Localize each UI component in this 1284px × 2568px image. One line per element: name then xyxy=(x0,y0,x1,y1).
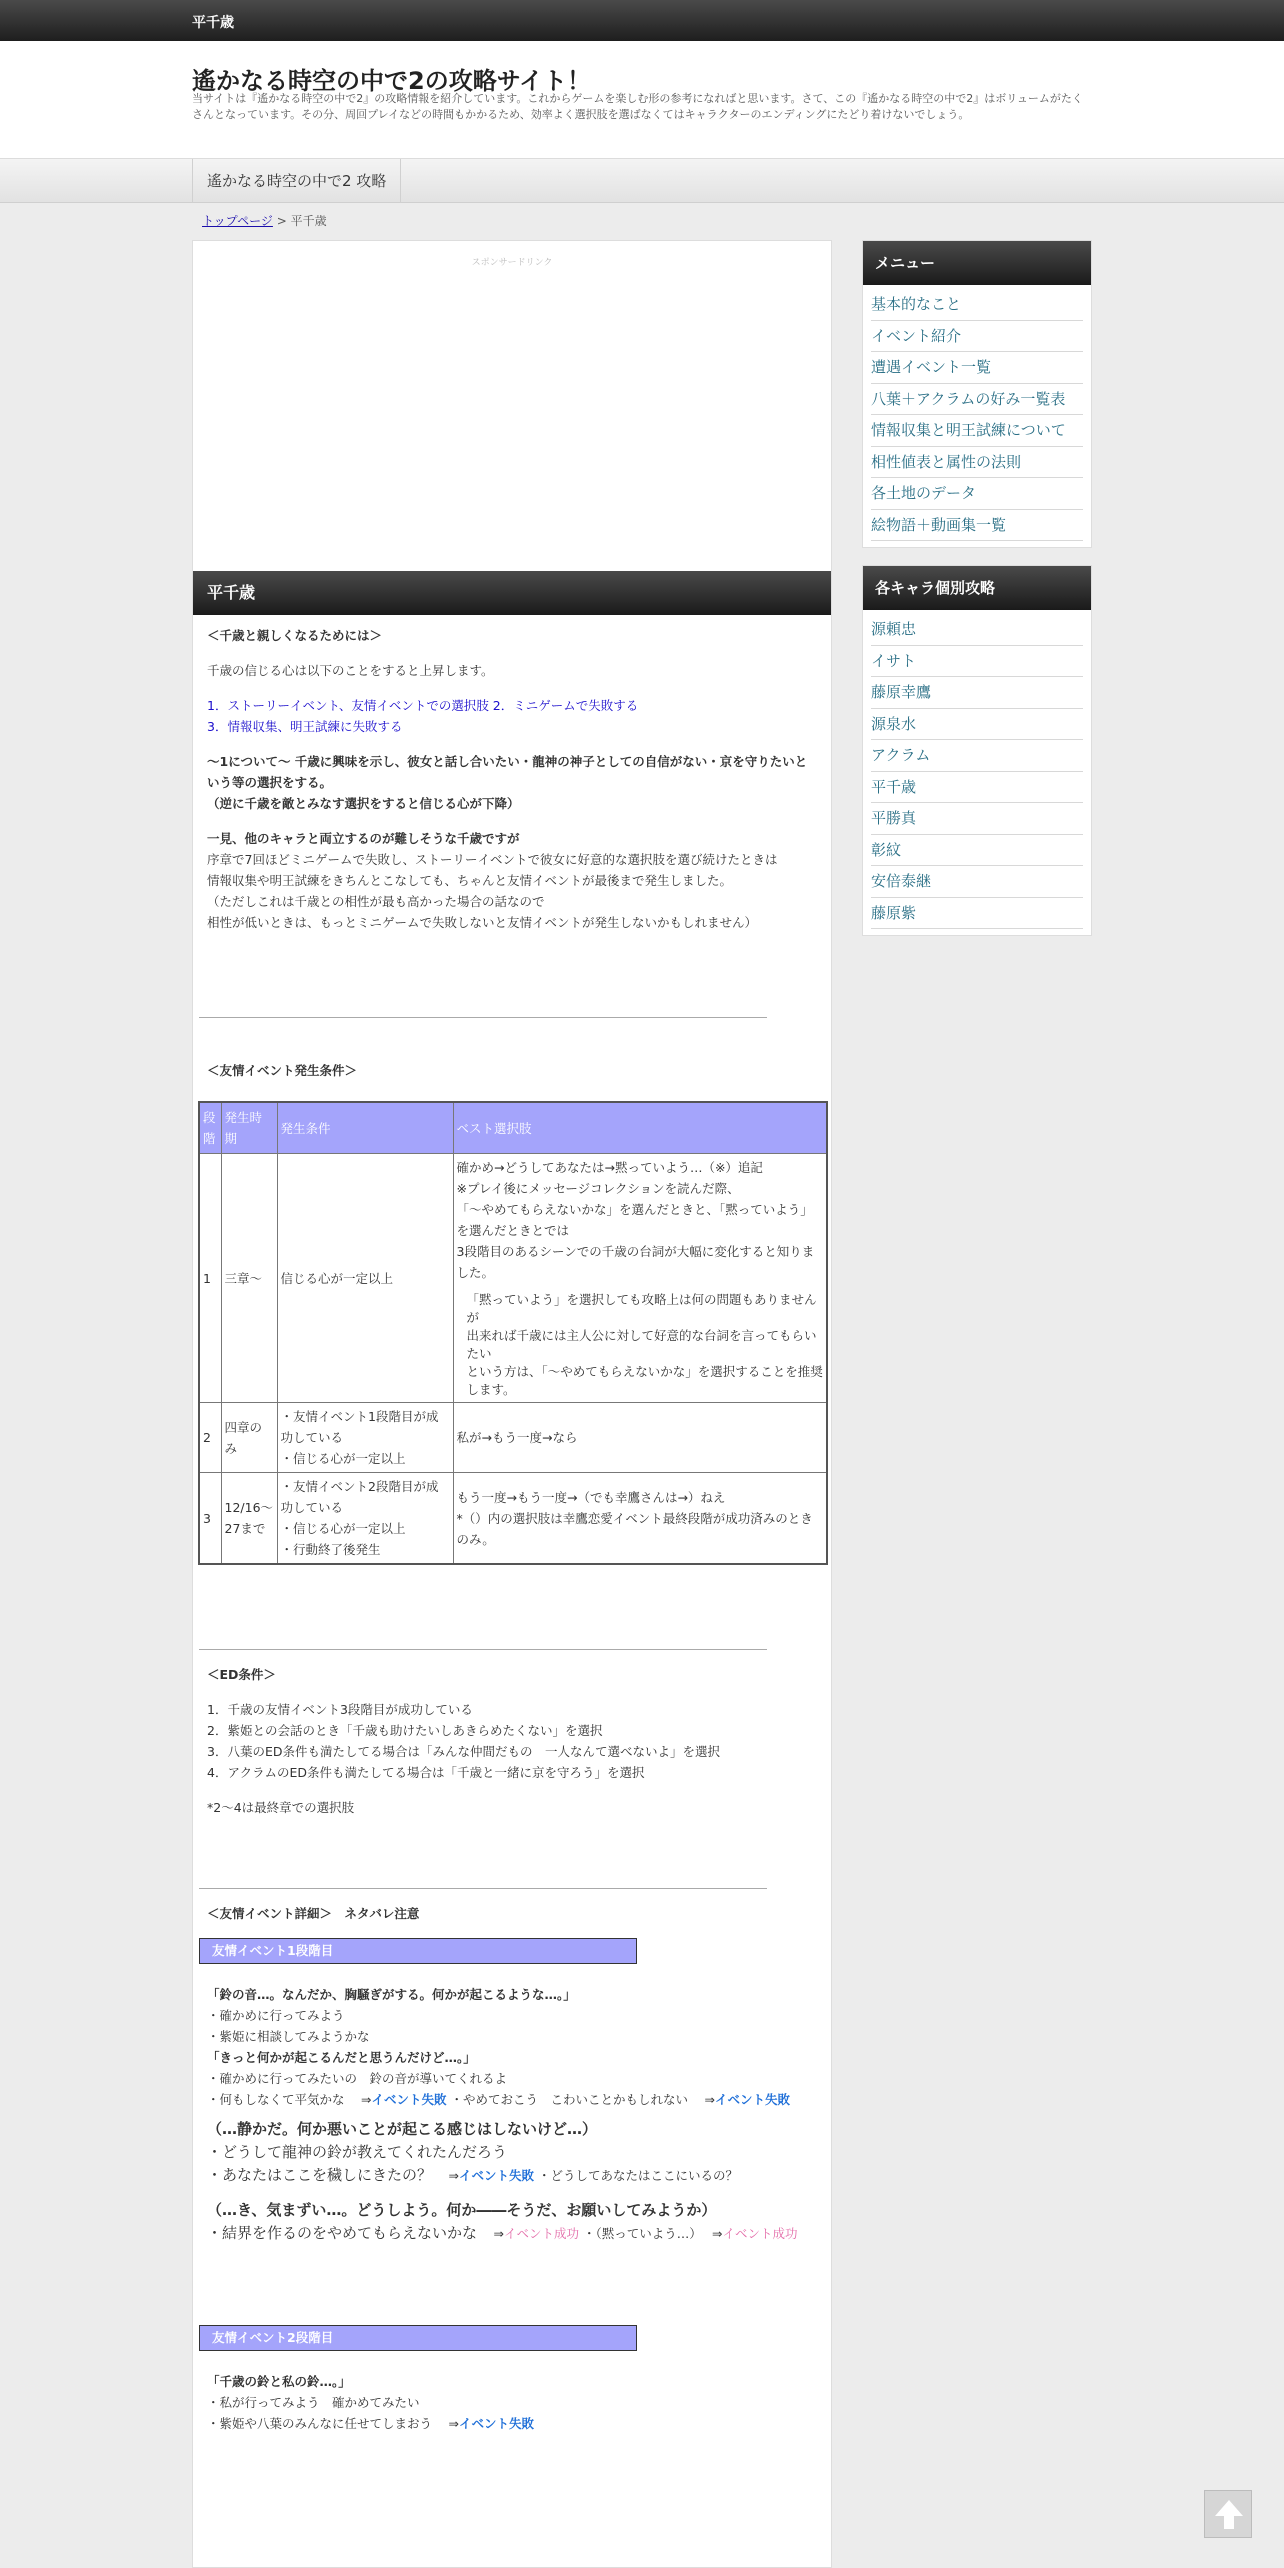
condition-line: ・信じる心が一定以上 xyxy=(280,1521,406,1536)
condition-line: ・友情イベント2段階目が成功している xyxy=(280,1479,439,1515)
stage1-quote: 「きっと何かが起こるんだと思うんだけど…。」 xyxy=(207,2050,476,2065)
stage1-option: ・やめておこう こわいことかもしれない xyxy=(450,2092,688,2107)
condition-line: ・行動終了後発生 xyxy=(280,1542,381,1557)
arrow-icon: ⇒ xyxy=(711,2226,723,2241)
arrow-up-icon xyxy=(1205,2491,1253,2539)
divider xyxy=(199,1017,767,1018)
sidebar-item-events[interactable]: イベント紹介 xyxy=(871,321,1083,353)
breadcrumb-current: 平千歳 xyxy=(290,214,327,228)
sidebar-item-gallery[interactable]: 絵物語＋動画集一覧 xyxy=(871,510,1083,542)
intro-heading: ＜千歳と親しくなるためには＞ xyxy=(207,628,383,643)
col-best-choice: ベスト選択肢 xyxy=(453,1102,827,1154)
best-line: 3段階目のあるシーンでの千歳の台詞が大幅に変化すると知りました。 xyxy=(456,1244,815,1280)
stage1-option: ・あなたはここを穢しにきたの？ xyxy=(207,2166,433,2184)
stage1-option: ・確かめに行ってみたいの 鈴の音が導いてくれるよ xyxy=(207,2071,508,2086)
stage1-quote: （…静かだ。何か悪いことが起こる感じはしないけど…） xyxy=(207,2120,598,2138)
stage2-bar: 友情イベント2段階目 xyxy=(199,2325,637,2351)
best-line: 確かめ→どうしてあなたは→黙っていよう…（※）追記 xyxy=(456,1160,763,1175)
cell-stage: 2 xyxy=(199,1403,221,1473)
event-success-label: イベント成功 xyxy=(722,2226,798,2241)
friendship-heading: ＜友情イベント発生条件＞ xyxy=(207,1063,358,1078)
note-line: 「黙っていよう」を選択しても攻略上は何の問題もありませんが xyxy=(466,1292,817,1325)
site-title[interactable]: 遙かなる時空の中で2の攻略サイト！ xyxy=(192,67,592,95)
stage1-quote: （…き、気まずい…。どうしよう。何か――そうだ、お願いしてみようか） xyxy=(207,2201,717,2219)
arrow-icon: ⇒ xyxy=(361,2092,372,2107)
divider xyxy=(199,1888,767,1889)
stage2-option: ・私が行ってみよう 確かめてみたい xyxy=(207,2395,420,2410)
note-line: という方は、「～やめてもらえないかな」を選択することを推奨します。 xyxy=(466,1364,823,1397)
sidebar-item-character[interactable]: 平勝真 xyxy=(871,803,1083,835)
cell-condition xyxy=(277,1473,453,1565)
event-fail-label: イベント失敗 xyxy=(371,2092,447,2107)
event-fail-label: イベント失敗 xyxy=(714,2092,790,2107)
breadcrumb-separator: > xyxy=(276,214,287,228)
intro-note-5: 情報収集や明王試練をきちんとこなしても、ちゃんと友情イベントが最後まで発生しました。 xyxy=(207,873,733,888)
cell-best-choice: 私が→もう一度→なら xyxy=(453,1403,827,1473)
stage1-option: ・結界を作るのをやめてもらえないかな xyxy=(207,2224,478,2242)
sidebar-item-character[interactable]: 彰紋 xyxy=(871,835,1083,867)
site-header xyxy=(0,41,1284,159)
intro-condition-1: 1．ストーリーイベント、友情イベントでの選択肢 2．ミニゲームで失敗する xyxy=(207,698,639,713)
site-description: 当サイトは『遙かなる時空の中で2』の攻略情報を紹介しています。これからゲームを楽しむ形の参考になればと思います。さて、この『遙かなる時空の中で2』はボリュームがたくさんとなっています。その分、周回プレイなどの時間もかかるため、効率よく選択肢を選ばなくてはキャラクターのエンディングにたどり着けないでしょう。 xyxy=(192,92,1083,121)
stage2-quote: 「千歳の鈴と私の鈴…。」 xyxy=(207,2374,351,2389)
friendship-table xyxy=(198,1101,828,1565)
cell-timing: 四章のみ xyxy=(221,1403,277,1473)
sidebar-menu xyxy=(862,240,1092,548)
nav-item-home[interactable]: 遙かなる時空の中で2 攻略 xyxy=(192,159,401,203)
intro-condition-2: 3．情報収集、明王試練に失敗する xyxy=(207,719,403,734)
table-row xyxy=(199,1403,827,1473)
stage1-option: ・どうしてあなたはここにいるの？ xyxy=(537,2168,738,2183)
sidebar-menu-title: メニュー xyxy=(863,241,1091,285)
intro-note-3: 一見、他のキャラと両立するのが難しそうな千歳ですが xyxy=(207,831,520,846)
sidebar-item-character[interactable]: 安倍泰継 xyxy=(871,866,1083,898)
sidebar-item-land-data[interactable]: 各土地のデータ xyxy=(871,478,1083,510)
intro-note-2: （逆に千歳を敵とみなす選択をすると信じる心が下降） xyxy=(207,796,520,811)
col-condition: 発生条件 xyxy=(277,1102,453,1154)
intro-note-1: ～1について～ 千歳に興味を示し、彼女と話し合いたい・龍神の神子としての自信がない・京を守りたいという等の選択をする。 xyxy=(207,754,808,790)
top-bar xyxy=(0,0,1284,41)
main-content xyxy=(192,240,832,2568)
best-note xyxy=(457,1291,824,1399)
breadcrumb-home-link[interactable]: トップページ xyxy=(202,214,273,228)
arrow-icon: ⇒ xyxy=(448,2168,459,2183)
table-header-row xyxy=(199,1102,827,1154)
breadcrumb xyxy=(202,212,327,229)
intro-note-7: 相性が低いときは、もっとミニゲームで失敗しないと友情イベントが発生しないかもしれません） xyxy=(207,915,758,930)
best-line: *（）内の選択肢は幸鷹恋愛イベント最終段階が成功済みのときのみ。 xyxy=(456,1510,813,1547)
cell-best-choice xyxy=(453,1473,827,1565)
intro-note-4: 序章で7回ほどミニゲームで失敗し、ストーリーイベントで彼女に好意的な選択肢を選び続けたときは xyxy=(207,852,778,867)
event-fail-label: イベント失敗 xyxy=(458,2416,534,2431)
sidebar-item-character[interactable]: 源頼忠 xyxy=(871,614,1083,646)
best-line: もう一度→もう一度→（でも幸鷹さんは→）ねえ xyxy=(456,1489,726,1505)
divider xyxy=(199,1649,767,1650)
event-fail-label: イベント失敗 xyxy=(458,2168,534,2183)
stage1-quote: 「鈴の音…。なんだか、胸騒ぎがする。何かが起こるような…。」 xyxy=(207,1987,576,2002)
sidebar-item-character[interactable]: 源泉水 xyxy=(871,709,1083,741)
sidebar-characters xyxy=(862,565,1092,936)
sidebar-item-character[interactable]: アクラム xyxy=(871,740,1083,772)
intro-line: 千歳の信じる心は以下のことをすると上昇します。 xyxy=(207,663,494,678)
condition-line: ・友情イベント1段階目が成功している xyxy=(280,1409,439,1445)
stage1-option-row xyxy=(207,2164,819,2187)
sidebar-item-basics[interactable]: 基本的なこと xyxy=(871,289,1083,321)
arrow-icon: ⇒ xyxy=(448,2416,459,2431)
sidebar-item-affinity[interactable]: 相性値表と属性の法則 xyxy=(871,447,1083,479)
condition-line: ・信じる心が一定以上 xyxy=(280,1451,406,1466)
sponsor-label: スポンサードリンク xyxy=(471,258,553,268)
table-row xyxy=(199,1154,827,1403)
best-line: ※プレイ後にメッセージコレクションを読んだ際、 xyxy=(456,1181,740,1196)
note-line: 出来れば千歳には主人公に対して好意的な台詞を言ってもらいたい xyxy=(466,1328,817,1361)
ed-item: 3．八葉のED条件も満たしてる場合は「みんな仲間だもの 一人なんて選べないよ」を選択 xyxy=(207,1744,720,1759)
sidebar-item-preferences[interactable]: 八葉＋アクラムの好み一覧表 xyxy=(871,384,1083,416)
stage2-option-row xyxy=(207,2413,819,2434)
sidebar-characters-title: 各キャラ個別攻略 xyxy=(863,566,1091,610)
cell-timing: 三章～ xyxy=(221,1154,277,1403)
entry-body xyxy=(203,625,823,2434)
ed-item: 1．千歳の友情イベント3段階目が成功している xyxy=(207,1702,473,1717)
cell-timing: 12/16～27まで xyxy=(221,1473,277,1565)
sidebar-item-trials[interactable]: 情報収集と明王試練について xyxy=(871,415,1083,447)
scroll-to-top-button[interactable] xyxy=(1204,2490,1252,2538)
top-bar-title: 平千歳 xyxy=(192,15,234,31)
sidebar-characters-list xyxy=(863,610,1091,935)
stage1-option: ・何もしなくて平気かな xyxy=(207,2092,345,2107)
cell-condition: 信じる心が一定以上 xyxy=(277,1154,453,1403)
detail-heading: ＜友情イベント詳細＞ ネタバレ注意 xyxy=(207,1906,420,1921)
ed-heading: ＜ED条件＞ xyxy=(207,1667,276,1682)
table-row xyxy=(199,1473,827,1565)
global-nav xyxy=(0,159,1284,203)
cell-stage: 1 xyxy=(199,1154,221,1403)
stage2-option: ・紫姫や八葉のみんなに任せてしまおう xyxy=(207,2416,433,2431)
arrow-icon: ⇒ xyxy=(704,2092,715,2107)
sidebar-item-character[interactable]: 藤原幸鷹 xyxy=(871,677,1083,709)
sidebar-menu-list xyxy=(863,285,1091,547)
sidebar-item-character[interactable]: 藤原紫 xyxy=(871,898,1083,930)
ed-item: 2．紫姫との会話のとき「千歳も助けたいしあきらめたくない」を選択 xyxy=(207,1723,603,1738)
stage1-option-row xyxy=(207,2222,819,2245)
entry-title: 平千歳 xyxy=(193,571,831,615)
arrow-icon: ⇒ xyxy=(493,2226,504,2241)
sidebar-item-encounters[interactable]: 遭遇イベント一覧 xyxy=(871,352,1083,384)
stage1-option: ・紫姫に相談してみようかな xyxy=(207,2029,370,2044)
cell-stage: 3 xyxy=(199,1473,221,1565)
best-line: 「～やめてもらえないかな」を選んだときと、「黙っていよう」を選んだときとでは xyxy=(456,1202,813,1238)
sidebar-item-character[interactable]: 平千歳 xyxy=(871,772,1083,804)
col-timing: 発生時期 xyxy=(221,1102,277,1154)
stage1-option: ・どうして龍神の鈴が教えてくれたんだろう xyxy=(207,2143,508,2161)
intro-note-6: （ただしこれは千歳との相性が最も高かった場合の話なので xyxy=(207,894,545,909)
event-success-label: イベント成功 xyxy=(503,2226,579,2241)
ed-note: *2～4は最終章での選択肢 xyxy=(207,1800,355,1815)
cell-condition xyxy=(277,1403,453,1473)
stage1-bar: 友情イベント1段階目 xyxy=(199,1938,637,1964)
sidebar-item-character[interactable]: イサト xyxy=(871,646,1083,678)
stage1-option: ・（黙っていよう…） xyxy=(582,2226,696,2241)
stage1-option: ・確かめに行ってみよう xyxy=(207,2008,345,2023)
col-stage: 段階 xyxy=(199,1102,221,1154)
stage1-option-row xyxy=(207,2089,819,2110)
cell-best-choice xyxy=(453,1154,827,1403)
ed-item: 4．アクラムのED条件も満たしてる場合は「千歳と一緒に京を守ろう」を選択 xyxy=(207,1765,645,1780)
